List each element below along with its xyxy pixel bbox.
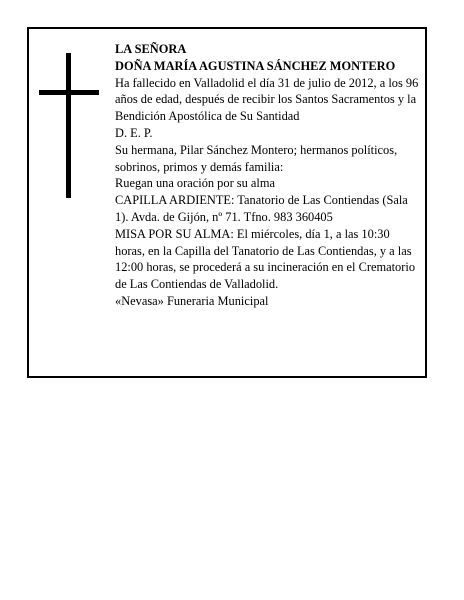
cross-icon [39,53,99,198]
funeral-home: «Nevasa» Funeraria Municipal [115,293,269,308]
notice-heading: LA SEÑORA [115,42,187,56]
cross-vertical-bar [66,53,71,198]
obituary-notice [27,27,427,378]
prayer-request: Ruegan una oración por su alma [115,176,275,191]
cross-horizontal-bar [39,90,99,95]
family-mourners: Su hermana, Pilar Sánchez Montero; hermanos políticos, sobrinos, primos y demás familia: [115,142,398,174]
notice-text [115,41,421,310]
rip-abbreviation: D. E. P. [115,125,153,140]
mass-info: MISA POR SU ALMA: El miércoles, día 1, a las 10:30 horas, en la Capilla del Tanatorio de Las Contiendas, y a las 12:00 horas, se procederá a su incineración en el Crematorio de Las Contiendas de Valladolid. [115,226,416,292]
funeral-chapel-info: CAPILLA ARDIENTE: Tanatorio de Las Contiendas (Sala 1). Avda. de Gijón, nº 71. Tfno. 983 360405 [115,193,408,224]
death-announcement: Ha fallecido en Valladolid el día 31 de julio de 2012, a los 96 años de edad, después de recibir los Santos Sacramentos y la Bendición Apostólica de Su Santidad [115,75,419,124]
deceased-name: DOÑA MARÍA AGUSTINA SÁNCHEZ MONTERO [115,58,396,73]
